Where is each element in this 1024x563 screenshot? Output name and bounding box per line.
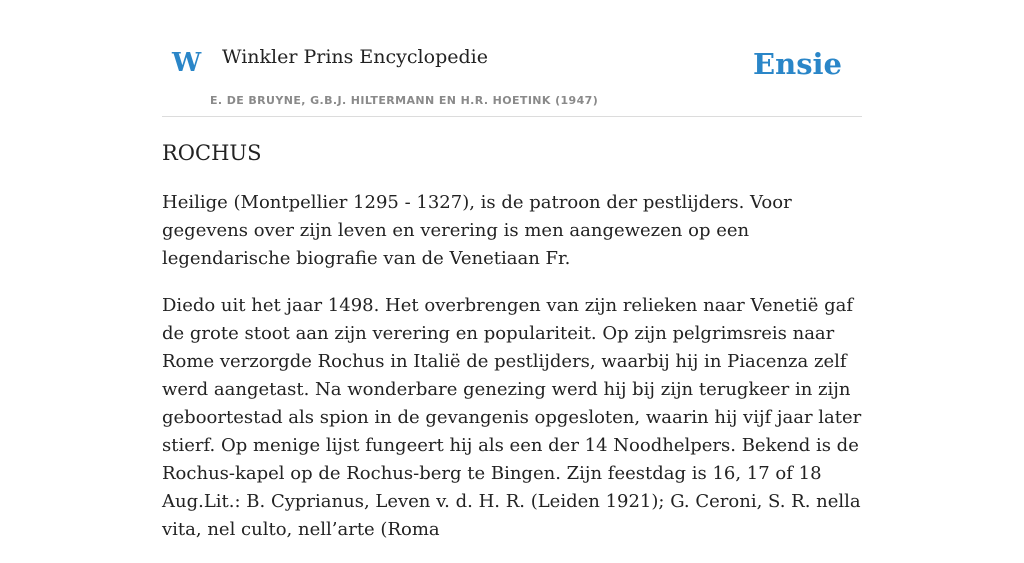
ensie-brand-logo[interactable]: Ensie: [753, 47, 842, 81]
winkler-prins-logo[interactable]: W: [172, 48, 202, 78]
encyclopedia-title[interactable]: Winkler Prins Encyclopedie: [222, 46, 488, 68]
encyclopedia-authors: E. DE BRUYNE, G.B.J. HILTERMANN EN H.R. HOETINK (1947): [210, 94, 599, 107]
article: [162, 140, 862, 563]
site-header: [162, 0, 862, 117]
article-paragraph: Diedo uit het jaar 1498. Het overbrengen van zijn relieken naar Venetië gaf de grote stoot aan zijn verering en populariteit. Op zijn pelgrimsreis naar Rome verzorgde Rochus in Italië de pestlijders, waarbij hij in Piacenza zelf werd aangetast. Na wonderbare genezing werd hij bij zijn terugkeer in zijn geboortestad als spion in de gevangenis opgesloten, waarin hij vijf jaar later stierf. Op menige lijst fungeert hij als een der 14 Noodhelpers. Bekend is de Rochus-kapel op de Rochus-berg te Bingen. Zijn feestdag is 16, 17 of 18 Aug.Lit.: B. Cyprianus, Leven v. d. H. R. (Leiden 1921); G. Ceroni, S. R. nella vita, nel culto, nell’arte (Roma: [162, 295, 862, 541]
article-title: ROCHUS: [162, 141, 262, 165]
article-paragraph: Heilige (Montpellier 1295 - 1327), is de patroon der pestlijders. Voor gegevens over zijn leven en verering is men aangewezen op een legendarische biografie van de Venetiaan Fr.: [162, 192, 792, 270]
